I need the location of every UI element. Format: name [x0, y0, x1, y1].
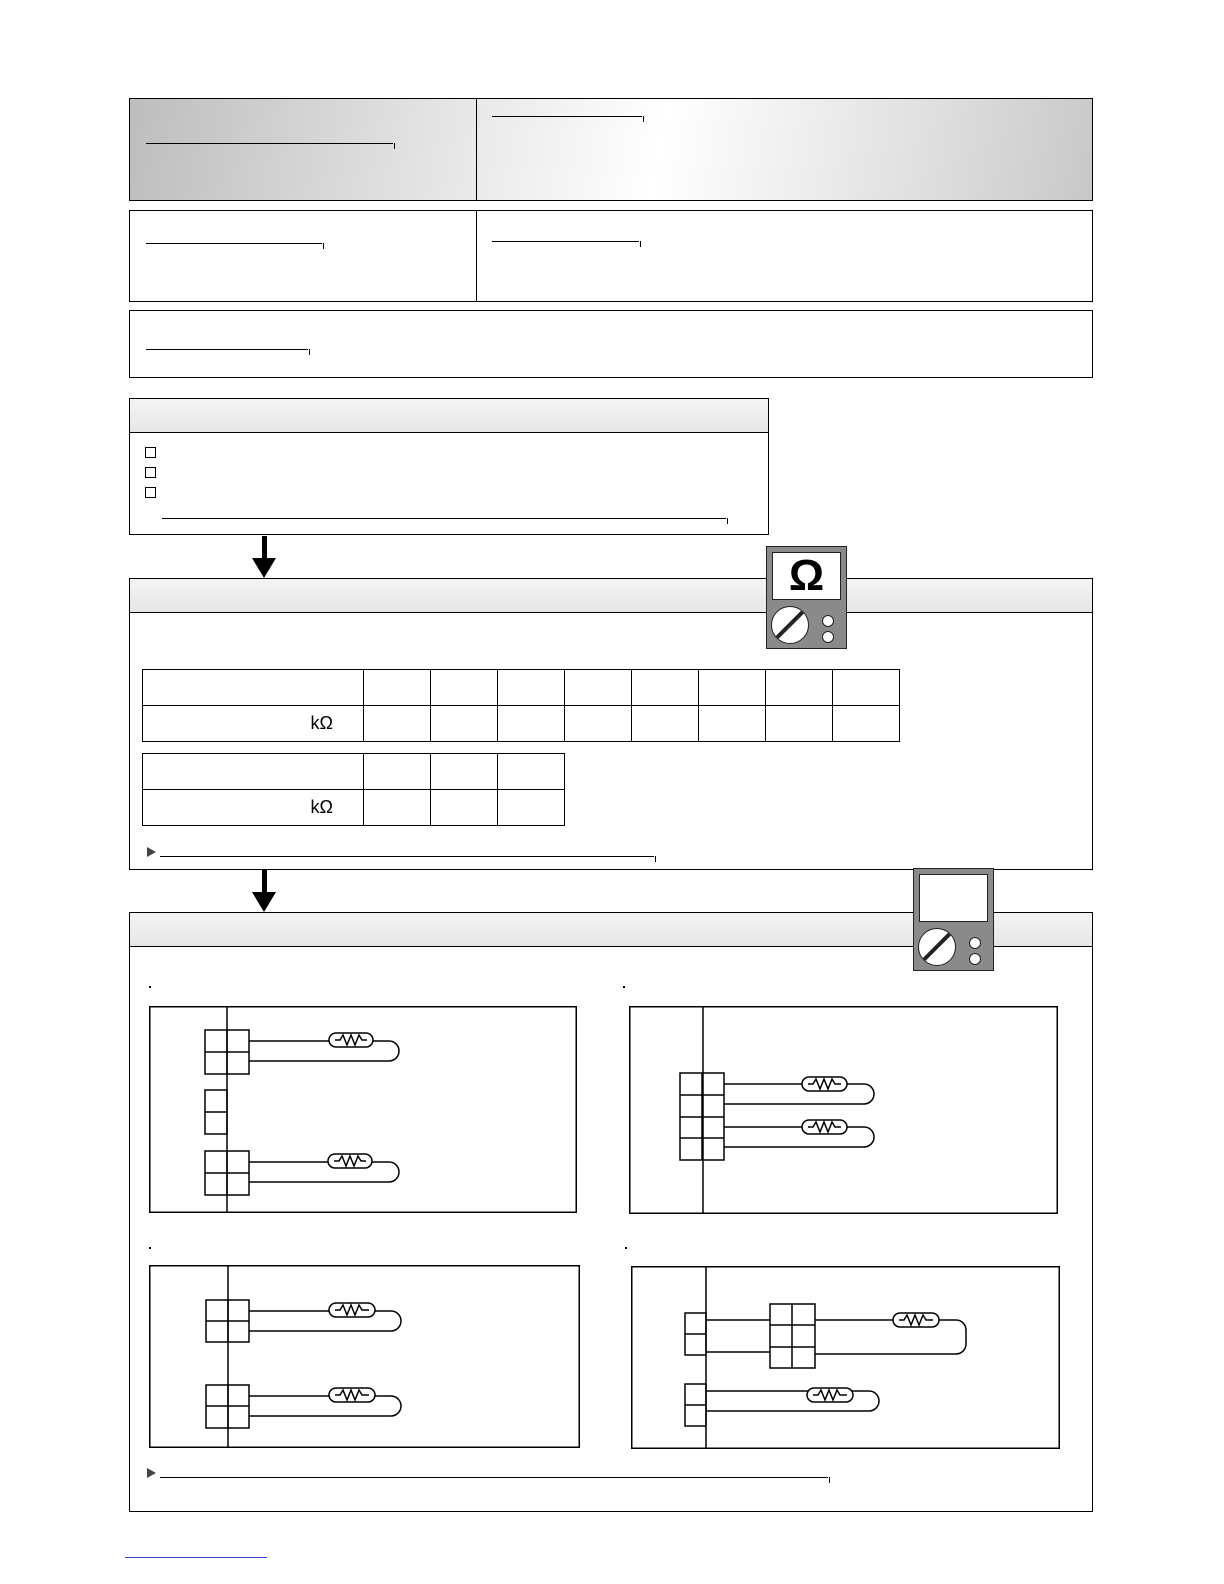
- check-section: [129, 398, 769, 535]
- header-row-2: [129, 210, 1093, 302]
- table-cell: [833, 706, 900, 742]
- table-cell: [766, 670, 833, 706]
- table-cell: [364, 670, 431, 706]
- header-row-1-divider: [476, 99, 477, 200]
- table-cell: [431, 754, 498, 790]
- multimeter-dial-icon: [918, 928, 956, 966]
- table-cell: [431, 706, 498, 742]
- check-section-note-underline: [162, 518, 726, 519]
- multimeter-icon: [913, 868, 994, 971]
- header-row-1: [129, 98, 1093, 201]
- table-cell: [699, 706, 766, 742]
- table-row: [143, 754, 565, 790]
- header-row-3: [129, 310, 1093, 378]
- diagram-b-marker: [623, 986, 625, 988]
- multimeter-display: Ω: [772, 552, 841, 600]
- table-row: [143, 670, 900, 706]
- table-cell: [431, 790, 498, 826]
- table-cell: [632, 706, 699, 742]
- table-cell: [364, 706, 431, 742]
- table-2-value-label: kΩ: [143, 790, 364, 826]
- table-2-header-label: [143, 754, 364, 790]
- multimeter-dial-icon: [771, 606, 809, 644]
- multimeter-jack-icon: [822, 631, 834, 643]
- checkbox-3: [145, 487, 156, 498]
- header-row-3-underline: [146, 349, 308, 350]
- header-row-1-left-underline: [146, 143, 393, 144]
- note-pointer-icon: [147, 1468, 156, 1478]
- multimeter-display: [919, 874, 988, 922]
- checkbox-1: [145, 447, 156, 458]
- wiring-note-underline: [160, 1477, 828, 1478]
- table-1-header-label: [143, 670, 364, 706]
- resistance-note-underline: [160, 856, 654, 857]
- table-cell: [498, 670, 565, 706]
- table-cell: [565, 670, 632, 706]
- resistance-table-1: [142, 669, 900, 742]
- diagram-c-marker: [149, 1247, 151, 1249]
- thermistor-diagram-b: [629, 1006, 1058, 1214]
- resistance-table-2: [142, 753, 565, 826]
- header-row-2-left-underline: [146, 243, 322, 244]
- header-row-2-divider: [476, 211, 477, 301]
- diagram-a-marker: [149, 986, 151, 988]
- multimeter-jack-icon: [969, 937, 981, 949]
- table-row: [143, 790, 565, 826]
- table-cell: [766, 706, 833, 742]
- multimeter-jack-icon: [822, 615, 834, 627]
- table-row: [143, 706, 900, 742]
- check-section-header: [130, 399, 768, 433]
- header-row-1-right-underline: [492, 116, 642, 117]
- table-cell: [833, 670, 900, 706]
- table-1-value-label: kΩ: [143, 706, 364, 742]
- table-cell: [565, 706, 632, 742]
- table-cell: [498, 754, 565, 790]
- table-cell: [364, 754, 431, 790]
- diagram-d-marker: [625, 1247, 627, 1249]
- table-cell: [431, 670, 498, 706]
- footer-link[interactable]: [125, 1557, 267, 1558]
- table-cell: [632, 670, 699, 706]
- multimeter-ohm-icon: [766, 546, 847, 649]
- table-cell: [498, 706, 565, 742]
- thermistor-diagram-a: [149, 1006, 577, 1213]
- table-cell: [364, 790, 431, 826]
- checkbox-2: [145, 467, 156, 478]
- table-cell: [699, 670, 766, 706]
- header-row-2-right-underline: [492, 241, 639, 242]
- resistance-section-header: [130, 579, 1092, 613]
- note-pointer-icon: [147, 847, 156, 857]
- thermistor-diagram-d: [631, 1266, 1060, 1449]
- multimeter-jack-icon: [969, 953, 981, 965]
- resistance-section: [129, 578, 1093, 870]
- thermistor-diagram-c: [149, 1265, 580, 1448]
- table-cell: [498, 790, 565, 826]
